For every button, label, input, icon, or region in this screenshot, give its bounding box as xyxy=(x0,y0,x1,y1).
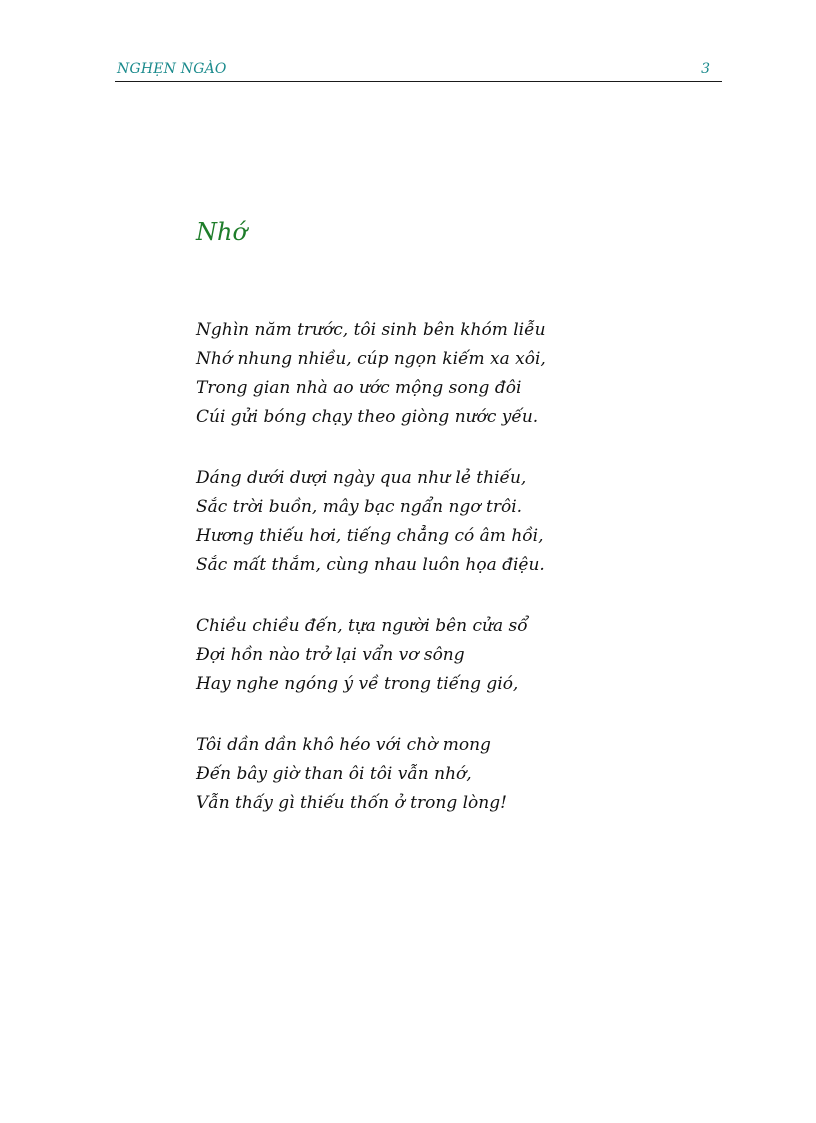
stanza-1 xyxy=(196,316,756,432)
poem-body xyxy=(196,316,756,850)
poem-line: Trong gian nhà ao ước mộng song đôi xyxy=(196,378,522,398)
poem-line: Cúi gửi bóng chạy theo giòng nước yếu. xyxy=(196,407,539,427)
poem-line: Dáng dưới dượi ngày qua như lẻ thiếu, xyxy=(196,468,527,488)
page-number: 3 xyxy=(701,61,710,77)
poem-line: Chiều chiều đến, tựa người bên cửa sổ xyxy=(196,616,528,636)
poem-line: Vẫn thấy gì thiếu thốn ở trong lòng! xyxy=(196,793,507,813)
poem-line: Tôi dần dần khô héo với chờ mong xyxy=(196,735,491,755)
running-title: NGHẸN NGÀO xyxy=(117,61,227,77)
poem-line: Sắc mất thắm, cùng nhau luôn họa điệu. xyxy=(196,555,545,575)
stanza-3 xyxy=(196,612,756,699)
poem-line: Sắc trời buồn, mây bạc ngẩn ngơ trôi. xyxy=(196,497,523,517)
stanza-2 xyxy=(196,464,756,580)
poem-line: Hương thiếu hơi, tiếng chẳng có âm hồi, xyxy=(196,526,544,546)
poem-line: Hay nghe ngóng ý về trong tiếng gió, xyxy=(196,674,519,694)
poem-line: Đợi hồn nào trở lại vẩn vơ sông xyxy=(196,645,465,665)
stanza-4 xyxy=(196,731,756,818)
page-header xyxy=(115,58,722,82)
poem-line: Đến bây giờ than ôi tôi vẫn nhớ, xyxy=(196,764,472,784)
poem-line: Nhớ nhung nhiều, cúp ngọn kiếm xa xôi, xyxy=(196,349,546,369)
poem-line: Nghìn năm trước, tôi sinh bên khóm liễu xyxy=(196,320,546,340)
poem-title: Nhớ xyxy=(196,218,247,246)
